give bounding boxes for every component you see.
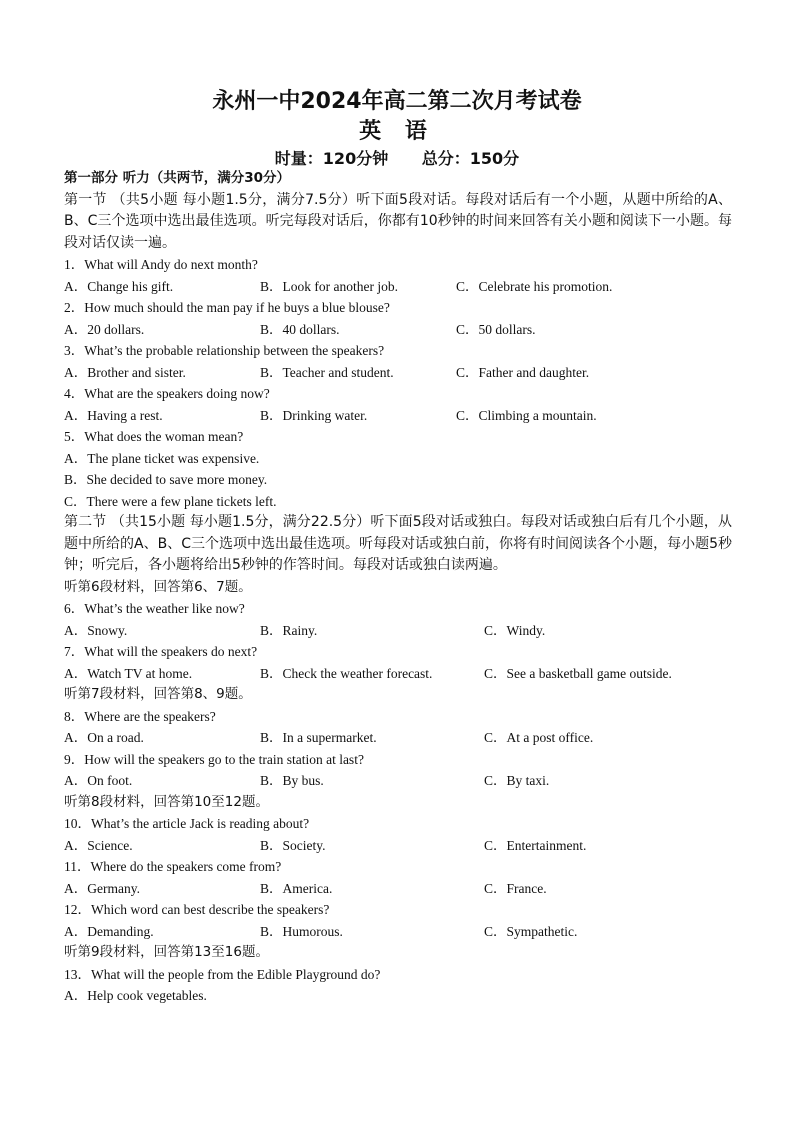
time-limit: 时量：120分钟 [274,149,389,168]
question-10-options [64,835,732,857]
option-a: A．20 dollars. [64,321,145,337]
material-7-heading: 听第7段材料，回答第8、9题。 [64,686,252,702]
option-b: B．Rainy. [260,622,318,638]
question-11: 11．Where do the speakers come from? [64,859,282,874]
exam-title: 永州一中2024年高二第二次月考试卷 [212,89,582,114]
option-c: C．Climbing a mountain. [456,407,597,423]
option-c: C．Sympathetic. [484,923,578,939]
question-9-options [64,770,732,792]
option-a: A．Germany. [64,880,140,896]
question-3-options [64,362,732,384]
part1-heading: 第一部分 听力（共两节，满分30分） [64,170,290,186]
total-score: 总分：150分 [421,149,520,168]
question-9: 9．How will the speakers go to the train station at last? [64,751,364,767]
question-10: 10．What’s the article Jack is reading about? [64,816,310,831]
question-13: 13．What will the people from the Edible Playground do? [64,966,381,982]
option-b: B．40 dollars. [260,321,340,337]
option-a: A．Watch TV at home. [64,665,193,681]
material-8-heading: 听第8段材料，回答第10至12题。 [64,793,269,810]
option-c: C．See a basketball game outside. [484,665,672,681]
option-b: B．In a supermarket. [260,730,377,745]
question-6-options [64,620,732,642]
option-b: B．Humorous. [260,923,343,939]
option-b: B．By bus. [260,773,324,788]
option-a: A．Brother and sister. [64,364,186,380]
option-a: A．Change his gift. [64,278,174,294]
section1-instructions: 第一节 （共5小题 每小题1.5分，满分7.5分）听下面5段对话。每段对话后有一个小题，从题中所给的A、B、C三个选项中选出最佳选项。听完每段对话后，你都有10秒钟的时间来回答有关小题和阅读下一小题。每段对话仅读一遍。 [64,191,732,251]
option-c: C．50 dollars. [456,321,536,337]
option-c: C．France. [484,880,547,896]
section2-instructions: 第二节 （共15小题 每小题1.5分，满分22.5分）听下面5段对话或独白。每段对话或独白后有几个小题，从题中所给的A、B、C三个选项中选出最佳选项。听每段对话或独白前，你将有时间阅读各个小题，每小题5秒钟；听完后，各小题将给出5秒钟的作答时间。每段对话或独白读两遍。 [64,514,732,573]
option-b: B．Drinking water. [260,407,368,423]
option-a: A．Help cook vegetables. [64,988,207,1003]
option-c: C．There were a few plane tickets left. [64,493,277,509]
question-5: 5．What does the woman mean? [64,429,244,444]
option-a: A．Demanding. [64,923,154,939]
question-3: 3．What’s the probable relationship between the speakers? [64,343,385,358]
option-b: B．Check the weather forecast. [260,665,433,681]
option-c: C．Celebrate his promotion. [456,278,613,294]
question-4: 4．What are the speakers doing now? [64,386,270,401]
subject-title: 英 语 [359,119,435,144]
question-12-options [64,921,732,943]
exam-content [64,168,732,1007]
question-1-options [64,276,732,298]
exam-meta [0,146,794,169]
question-4-options [64,405,732,427]
question-12: 12．Which word can best describe the speakers? [64,902,330,917]
question-7-options [64,663,732,685]
option-c: C．At a post office. [484,730,594,745]
option-c: C．Entertainment. [484,837,587,853]
question-8-options [64,727,732,749]
option-a: A．Having a rest. [64,407,163,423]
option-a: A．Snowy. [64,622,128,638]
question-8: 8．Where are the speakers? [64,708,216,724]
material-9-heading: 听第9段材料，回答第13至16题。 [64,944,269,960]
option-a: A．On a road. [64,730,144,745]
question-1: 1．What will Andy do next month? [64,257,258,272]
option-c: C．Father and daughter. [456,364,590,380]
option-c: C．By taxi. [484,773,550,788]
option-b: B．Society. [260,837,326,853]
question-6: 6．What’s the weather like now? [64,601,245,616]
option-b: B．America. [260,880,333,896]
option-b: B．Teacher and student. [260,364,394,380]
question-2: 2．How much should the man pay if he buys a blue blouse? [64,300,390,315]
material-6-heading: 听第6段材料，回答第6、7题。 [64,578,252,595]
option-c: C．Windy. [484,622,546,638]
option-a: A．Science. [64,837,133,853]
option-a: A．On foot. [64,773,133,788]
option-b: B．She decided to save more money. [64,472,268,487]
question-11-options [64,878,732,900]
question-7: 7．What will the speakers do next? [64,644,258,659]
question-2-options [64,319,732,341]
option-a: A．The plane ticket was expensive. [64,450,260,466]
option-b: B．Look for another job. [260,278,398,294]
